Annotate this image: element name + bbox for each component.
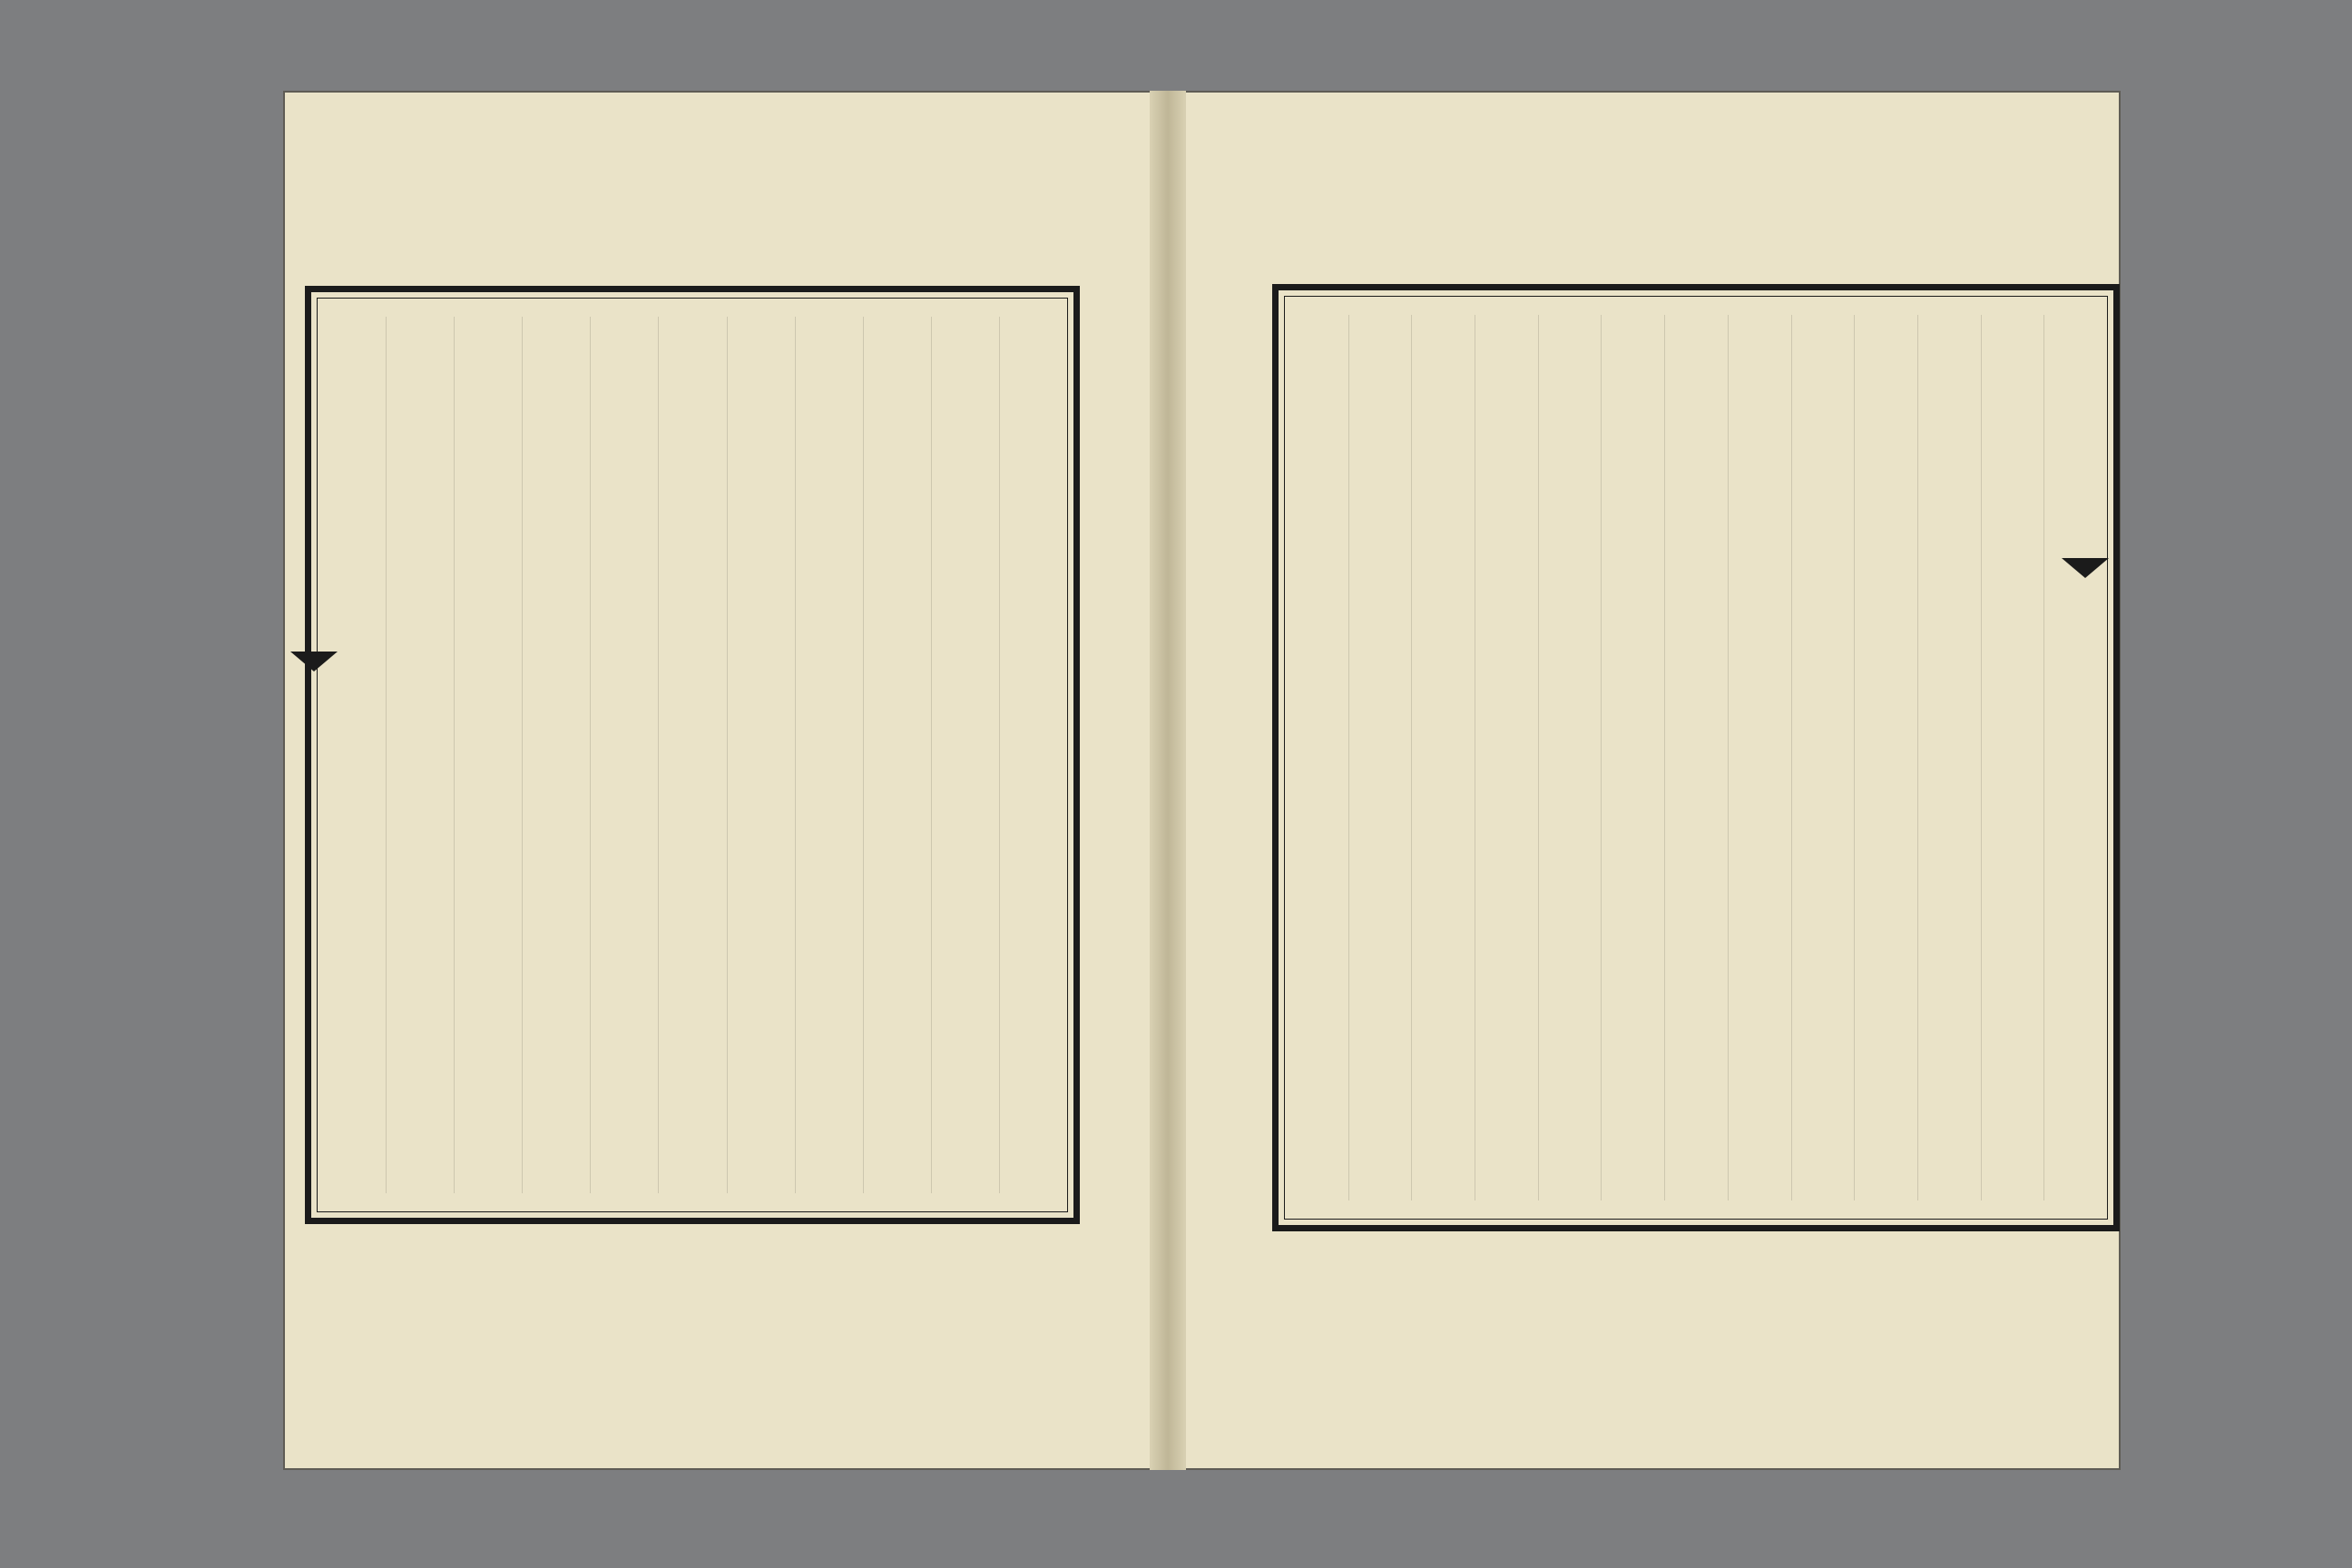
text-column-rule <box>1348 315 1349 1200</box>
text-column-rule <box>1981 315 1982 1200</box>
text-column-rule <box>590 317 591 1193</box>
text-column-rule <box>931 317 932 1193</box>
left-fish-tail-mark <box>290 652 338 671</box>
book-gutter <box>1150 91 1186 1470</box>
text-column-rule <box>727 317 728 1193</box>
text-column-rule <box>1791 315 1792 1200</box>
text-column-rule <box>658 317 659 1193</box>
text-column-rule <box>1664 315 1665 1200</box>
text-column-rule <box>1411 315 1412 1200</box>
left-inner-border <box>317 298 1068 1212</box>
text-column-rule <box>1917 315 1918 1200</box>
text-column-rule <box>1854 315 1855 1200</box>
text-column-rule <box>454 317 455 1193</box>
text-column-rule <box>522 317 523 1193</box>
right-inner-border <box>1284 296 2108 1220</box>
right-text-frame <box>1272 284 2120 1231</box>
right-fish-tail-mark <box>2062 558 2109 578</box>
text-column-rule <box>1538 315 1539 1200</box>
text-column-rule <box>999 317 1000 1193</box>
text-column-rule <box>386 317 387 1193</box>
left-text-frame <box>305 286 1080 1224</box>
text-column-rule <box>1601 315 1602 1200</box>
text-column-rule <box>863 317 864 1193</box>
text-column-rule <box>795 317 796 1193</box>
text-column-rule <box>1728 315 1729 1200</box>
open-book <box>283 91 2121 1470</box>
text-column-rule <box>2043 315 2044 1200</box>
